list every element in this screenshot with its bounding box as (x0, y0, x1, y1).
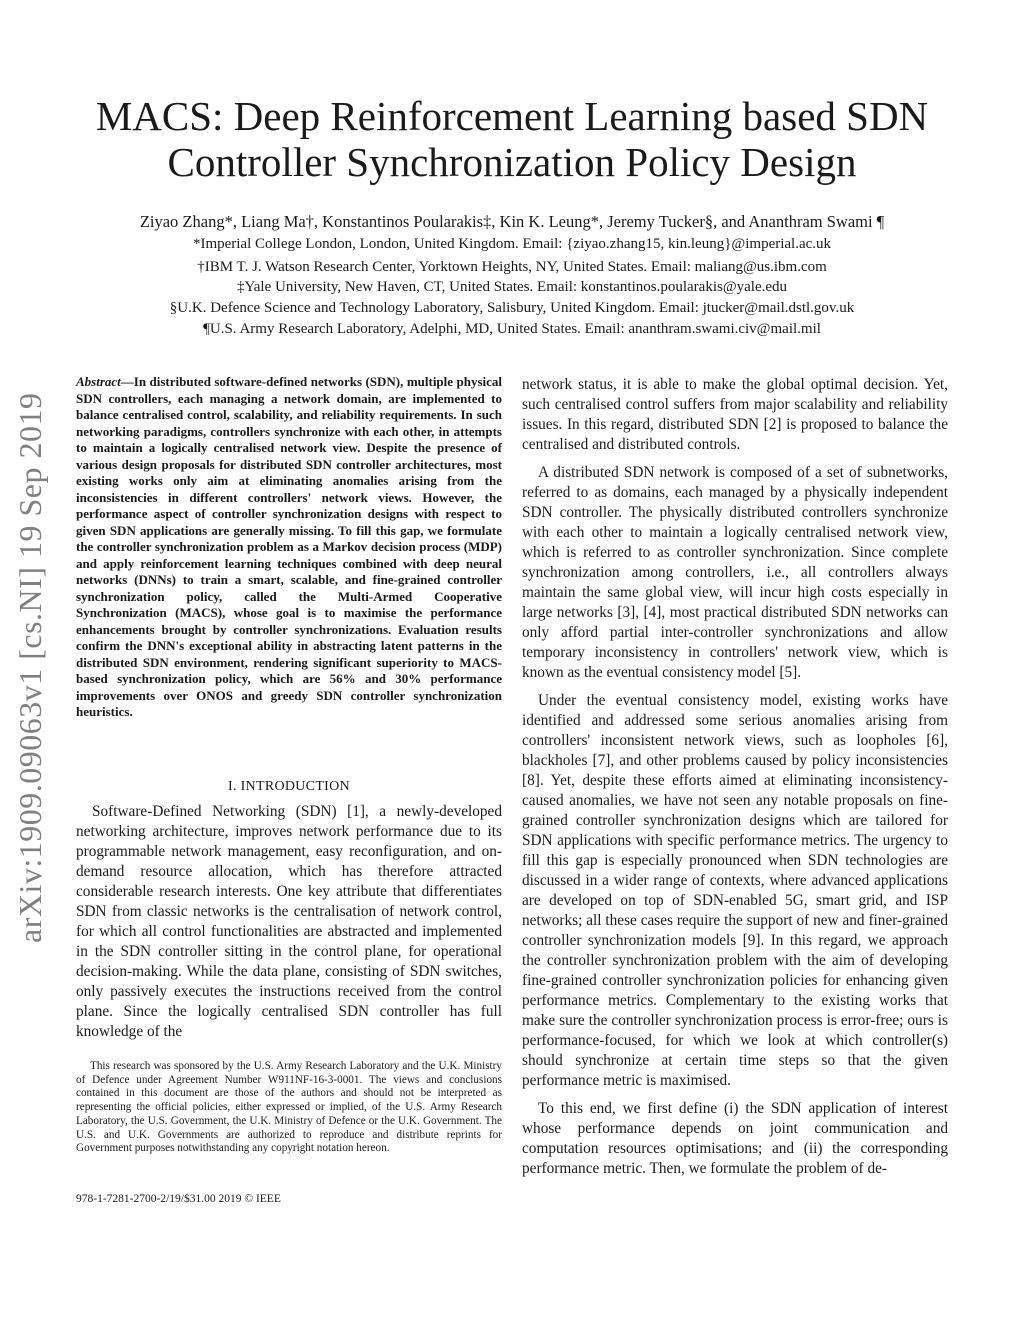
abstract-text: —In distributed software-defined networks (SDN), multiple physical SDN controllers, each managing a network domain, are implemented to balance centralised control, scalability, and reliability requirements. In such networking paradigms, controllers synchronize with each other, in attempts to maintain a logically centralised network view. Despite the presence of various design proposals for distributed SDN controller architectures, most existing works only aim at eliminating anomalies arising from the inconsistencies in different controllers' network views. However, the performance aspect of controller synchronization designs with respect to given SDN applications are generally missing. To fill this gap, we formulate the controller synchronization problem as a Markov decision process (MDP) and apply reinforcement learning techniques combined with deep neural networks (DNNs) to train a smart, scalable, and fine-grained controller synchronization policy, called the Multi-Armed Cooperative Synchronization (MACS), whose goal is to maximise the performance enhancements brought by controller synchronizations. Evaluation results confirm the DNN's exceptional ability in abstracting latent patterns in the distributed SDN environment, rendering significant superiority to MACS-based synchronization policy, which are 56% and 30% performance improvements over ONOS and greedy SDN controller synchronization heuristics. (76, 374, 502, 719)
paragraph: Under the eventual consistency model, existing works have identified and addressed some serious anomalies arising from controllers' inconsistent network views, such as loopholes [6], blackholes [7], and other problems caused by policy inconsistencies [8]. Yet, despite these efforts aimed at eliminating inconsistency-caused anomalies, we have not seen any notable proposals on fine-grained controller synchronization designs which are tailored for SDN applications with specific performance metrics. The urgency to fill this gap is especially pronounced when SDN technologies are discussed in a wider range of contexts, where advanced applications are developed on top of SDN-enabled 5G, smart grid, and ISP networks; all these cases require the support of new and finer-grained controller synchronization models [9]. In this regard, we approach the controller synchronization problem with the aim of developing fine-grained controller synchronization policies for enhancing given performance metrics. Complementary to the existing works that make sure the controller synchronization process is error-free; ours is performance-focused, for which we look at which controller(s) should synchronize at certain time steps so that the given performance metric is maximised. (522, 692, 948, 1089)
paragraph: To this end, we first define (i) the SDN application of interest whose performance depends on joint communication and computation resources optimisations; and (ii) the corresponding performance metric. Then, we formulate the problem of de- (522, 1100, 948, 1177)
intro-paragraph: Software-Defined Networking (SDN) [1], a newly-developed networking architecture, improves network performance due to its programmable network management, easy reconfiguration, and on-demand resource allocation, which has therefore attracted considerable research interests. One key attribute that differentiates SDN from classic networks is the centralisation of network control, for which all control functionalities are abstracted and implemented in the SDN controller sitting in the control plane, for operational decision-making. While the data plane, consisting of SDN switches, only passively executes the instructions received from the control plane. Since the logically centralised SDN controller has full knowledge of the (76, 803, 502, 1040)
funding-footnote: This research was sponsored by the U.S. Army Research Laboratory and the U.K. Ministry of Defence under Agreement Number W911NF-16-3-0001. The views and conclusions contained in this document are those of the authors and should not be interpreted as representing the official policies, either expressed or implied, of the U.S. Army Research Laboratory, the U.S. Government, the U.K. Ministry of Defence or the U.K. Government. The U.S. and U.K. Governments are authorized to reproduce and distribute reprints for Government purposes notwithstanding any copyright notation hereon. (76, 1060, 502, 1155)
affiliation-5: ¶U.S. Army Research Laboratory, Adelphi, MD, United States. Email: ananthram.swami.civ@mail.mil (203, 321, 821, 337)
section-heading: I. INTRODUCTION (228, 779, 350, 794)
author-list: Ziyao Zhang*, Liang Ma†, Konstantinos Poularakis‡, Kin K. Leung*, Jeremy Tucker§, and Ananthram Swami ¶ (139, 212, 885, 231)
isbn-copyright: 978-1-7281-2700-2/19/$31.00 2019 © IEEE (76, 1193, 281, 1205)
affiliation-2: †IBM T. J. Watson Research Center, Yorktown Heights, NY, United States. Email: maliang@us.ibm.com (197, 259, 827, 275)
paragraph: A distributed SDN network is composed of a set of subnetworks, referred to as domains, each managed by a physically independent SDN controller. The physically distributed controllers synchronize with each other to maintain a logically centralised network view, which is referred to as controller synchronization. Since complete synchronization among controllers, i.e., all controllers always maintain the same global view, will incur high costs especially in large networks [3], [4], most practical distributed SDN networks can only afford partial inter-controller synchronizations and allow temporary inconsistency in controllers' network view, which is known as the eventual consistency model [5]. (522, 464, 948, 681)
paper-title: MACS: Deep Reinforcement Learning based SDN Controller Synchronization Policy Design (95, 93, 929, 185)
abstract-label: Abstract (76, 374, 121, 389)
affiliation-1: *Imperial College London, London, United Kingdom. Email: {ziyao.zhang15, kin.leung}@imperial.ac.uk (192, 236, 832, 252)
right-column (522, 375, 948, 1187)
affiliation-4: §U.K. Defence Science and Technology Laboratory, Salisbury, United Kingdom. Email: jtucker@mail.dstl.gov.uk (169, 300, 855, 316)
affiliation-3: ‡Yale University, New Haven, CT, United States. Email: konstantinos.poularakis@yale.edu (236, 279, 788, 295)
abstract (76, 374, 502, 721)
arxiv-watermark: arXiv:1909.09063v1 [cs.NI] 19 Sep 2019 (12, 392, 48, 943)
paragraph: network status, it is able to make the global optimal decision. Yet, such centralised control suffers from major scalability and reliability issues. In this regard, distributed SDN [2] is proposed to balance the centralised and distributed controls. (522, 376, 948, 453)
